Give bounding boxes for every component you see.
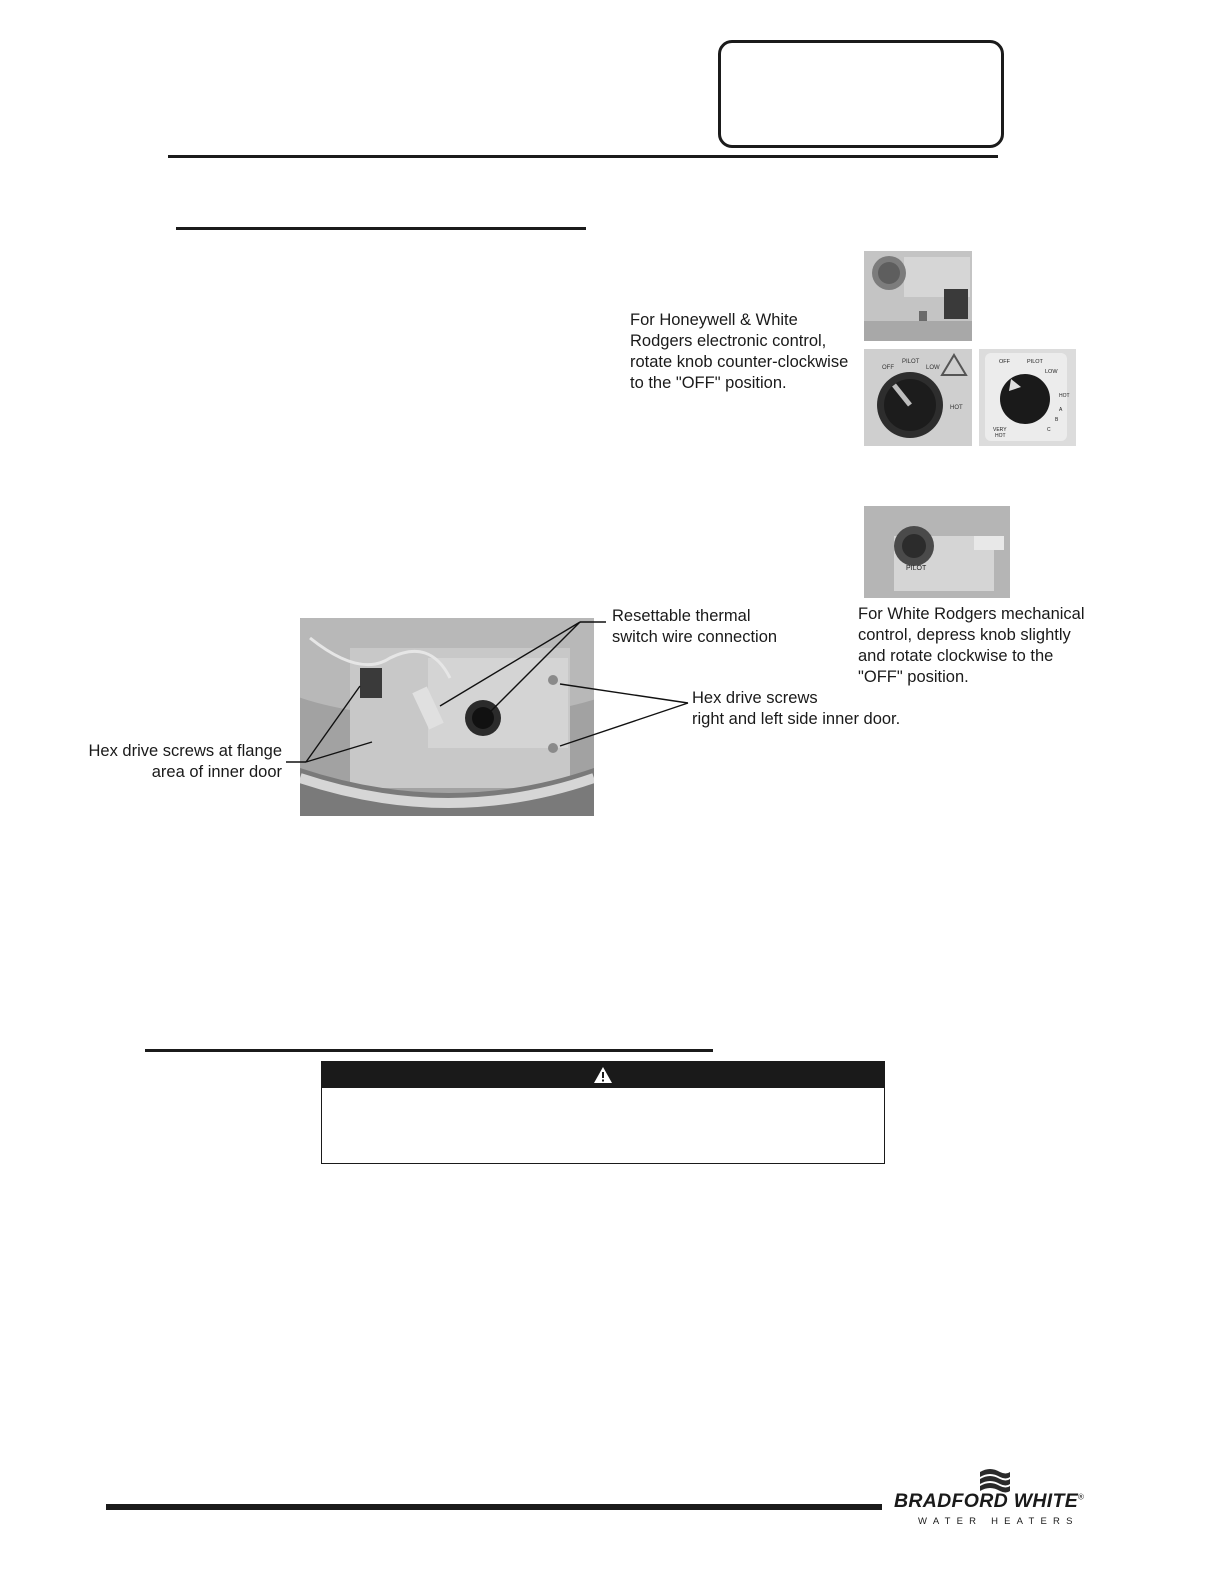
knob2-label-a: A [1059, 407, 1063, 413]
knob-dial-drawing-2 [979, 349, 1076, 446]
knob2-label-b: B [1055, 417, 1059, 423]
knob-label-low: LOW [926, 365, 940, 371]
hex-side-callout: Hex drive screws right and left side inner door. [692, 689, 901, 728]
knob-label-off: OFF [882, 365, 894, 371]
knob2-label-very: VERY [993, 427, 1007, 433]
warning-bar [322, 1062, 884, 1088]
knob-dial-drawing [864, 349, 972, 446]
knob2-label-off: OFF [999, 359, 1010, 365]
knob2-label-c: C [1047, 427, 1051, 433]
mechanical-control-drawing [864, 506, 1010, 598]
brand-name: BRADFORD WHITE® [894, 1490, 1085, 1512]
honeywell-callout: For Honeywell & White Rodgers electronic control, rotate knob counter-clockwise to the "OFF" position. [630, 311, 849, 392]
knob2-label-low: LOW [1045, 369, 1058, 375]
knob2-label-hot: HOT [1059, 393, 1070, 399]
knob-label-pilot: PILOT [902, 359, 920, 365]
inner-door-drawing [300, 618, 594, 816]
white-rodgers-callout: For White Rodgers mechanical control, depress knob slightly and rotate clockwise to the "OFF" position. [858, 605, 1085, 686]
electronic-knob-photo-2 [979, 349, 1076, 446]
section-rule-bottom [145, 1049, 713, 1052]
footer-rule [106, 1504, 882, 1510]
brand-logo [894, 1466, 1094, 1532]
registered-mark: ® [1078, 1492, 1085, 1502]
warning-triangle-icon [593, 1066, 613, 1084]
warning-box [321, 1061, 885, 1164]
header-box [718, 40, 1004, 148]
thermal-switch-callout: Resettable thermal switch wire connection [612, 607, 778, 646]
knob-label-hot: HOT [950, 405, 963, 411]
electronic-knob-photo [864, 349, 972, 446]
header-rule [168, 155, 998, 158]
honeywell-control-photo [864, 251, 972, 341]
hex-flange-callout: Hex drive screws at flange area of inner door [88, 742, 282, 781]
honeywell-control-drawing [864, 251, 972, 341]
section-rule-top [176, 227, 586, 230]
warning-text [322, 1088, 884, 1108]
brand-tagline: WATER HEATERS [918, 1516, 1079, 1527]
knob2-label-very-hot: HOT [995, 433, 1006, 439]
inner-door-photo [300, 618, 594, 816]
knob2-label-pilot: PILOT [1027, 359, 1043, 365]
white-rodgers-control-photo [864, 506, 1010, 598]
mechanical-label-pilot: PILOT [906, 565, 927, 572]
